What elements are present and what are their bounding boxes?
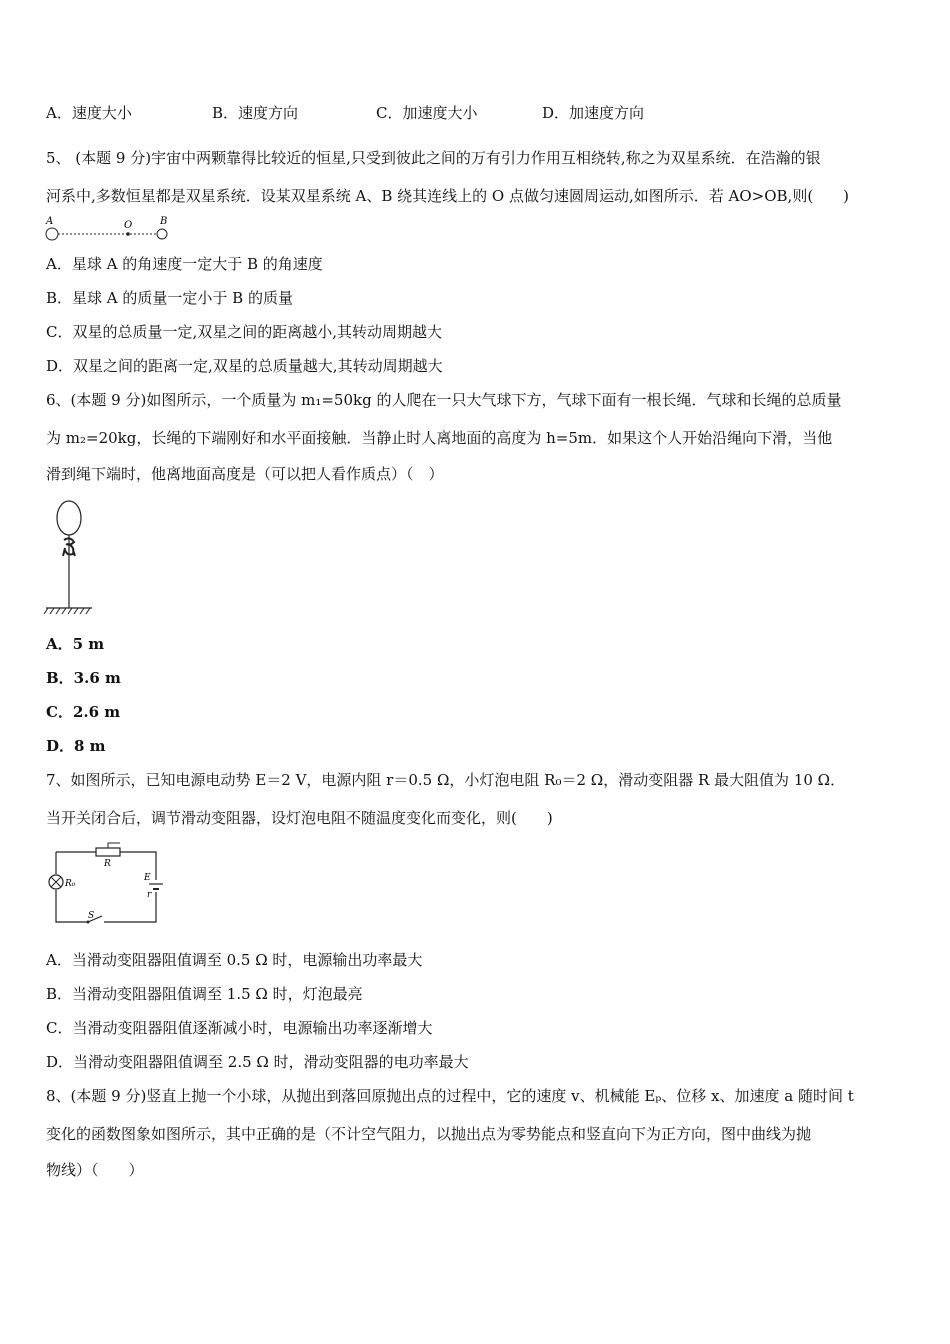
q6-stem-line-3: 滑到绳下端时，他离地面高度是（可以把人看作质点）（ ） xyxy=(46,465,444,483)
switch-label: S xyxy=(88,911,95,921)
battery-emf-label: E xyxy=(144,873,151,883)
q7-option-b: B．当滑动变阻器阻值调至 1.5 Ω 时，灯泡最亮 xyxy=(46,985,363,1003)
q5-option-b: B．星球 A 的质量一定小于 B 的质量 xyxy=(46,289,293,307)
q6-option-a: A．5 m xyxy=(46,635,105,653)
q5-option-c: C．双星的总质量一定,双星之间的距离越小,其转动周期越大 xyxy=(46,323,443,341)
ground-hatching xyxy=(44,608,90,614)
q7-stem-line-1: 7、如图所示，已知电源电动势 E＝2 V，电源内阻 r＝0.5 Ω，小灯泡电阻 R₀＝2 Ω，滑动变阻器 R 最大阻值为 10 Ω． xyxy=(46,771,846,789)
q4-option-b: B．速度方向 xyxy=(212,104,299,122)
q4-option-c: C．加速度大小 xyxy=(376,104,478,122)
q5-binary-star-figure xyxy=(40,214,180,246)
q5-label-a: A xyxy=(46,216,54,227)
q4-options xyxy=(46,102,906,122)
q4-option-a: A．速度大小 xyxy=(46,104,132,122)
q6-option-c: C．2.6 m xyxy=(46,703,121,721)
q8-stem-line-1: 8、(本题 9 分)竖直上抛一个小球，从抛出到落回原抛出点的过程中，它的速度 v、机械能 Eₚ、位移 x、加速度 a 随时间 t xyxy=(46,1087,854,1105)
q5-option-a: A．星球 A 的角速度一定大于 B 的角速度 xyxy=(46,255,323,273)
q7-option-a: A．当滑动变阻器阻值调至 0.5 Ω 时，电源输出功率最大 xyxy=(46,951,423,969)
q7-circuit-figure xyxy=(44,842,164,928)
q5-option-d: D．双星之间的距离一定,双星的总质量越大,其转动周期越大 xyxy=(46,357,443,375)
q6-stem-line-2: 为 m₂=20kg，长绳的下端刚好和水平面接触．当静止时人离地面的高度为 h=5m．如果这个人开始沿绳向下滑，当他 xyxy=(46,429,833,447)
rheostat-slider xyxy=(108,843,120,848)
bulb-cross xyxy=(51,877,61,887)
q6-option-d: D．8 m xyxy=(46,737,106,755)
q8-stem-line-3: 物线）（ ） xyxy=(46,1161,144,1179)
q7-stem-line-2: 当开关闭合后，调节滑动变阻器，设灯泡电阻不随温度变化而变化，则( ) xyxy=(46,809,553,827)
q6-balloon-figure xyxy=(40,498,100,618)
q5-stem-line-2: 河系中,多数恒星都是双星系统．设某双星系统 A、B 绕其连线上的 O 点做匀速圆周运动,如图所示．若 AO>OB,则( ) xyxy=(46,187,850,205)
rheostat-label: R xyxy=(104,859,111,869)
q6-stem-line-1: 6、(本题 9 分)如图所示，一个质量为 m₁=50kg 的人爬在一只大气球下方，气球下面有一根长绳．气球和长绳的总质量 xyxy=(46,391,842,409)
bulb-label: R₀ xyxy=(65,879,76,889)
q5-stem-line-1: 5、 (本题 9 分)宇宙中两颗靠得比较近的恒星,只受到彼此之间的万有引力作用互相绕转,称之为双星系统．在浩瀚的银 xyxy=(46,149,821,167)
q5-label-o: O xyxy=(124,220,133,231)
q4-option-d: D．加速度方向 xyxy=(542,104,645,122)
q7-option-d: D．当滑动变阻器阻值调至 2.5 Ω 时，滑动变阻器的电功率最大 xyxy=(46,1053,469,1071)
balloon-ellipse xyxy=(57,501,81,535)
center-o-dot xyxy=(126,232,130,236)
q5-label-b: B xyxy=(160,216,168,227)
battery-r-label: r xyxy=(147,890,152,900)
q6-option-b: B．3.6 m xyxy=(46,669,121,687)
q7-option-c: C．当滑动变阻器阻值逐渐减小时，电源输出功率逐渐增大 xyxy=(46,1019,433,1037)
star-b-circle xyxy=(157,229,167,239)
star-a-circle xyxy=(46,228,58,240)
q8-stem-line-2: 变化的函数图象如图所示，其中正确的是（不计空气阻力，以抛出点为零势能点和竖直向下为正方向，图中曲线为抛 xyxy=(46,1125,812,1143)
rheostat-resistor xyxy=(96,848,120,856)
